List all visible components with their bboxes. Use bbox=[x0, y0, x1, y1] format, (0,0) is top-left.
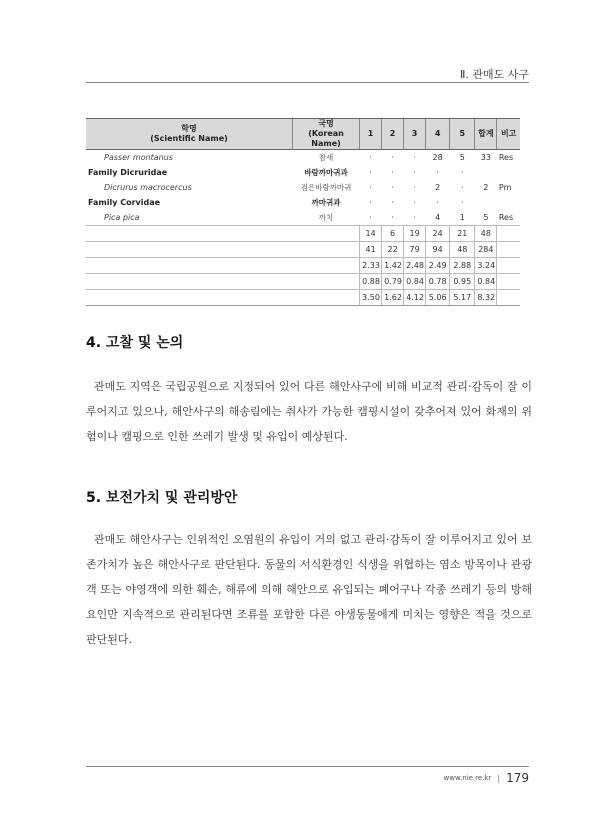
summary-row bbox=[86, 290, 520, 306]
cell-2: · bbox=[391, 197, 394, 207]
cell-3: · bbox=[413, 197, 416, 207]
cell-empty bbox=[497, 226, 520, 242]
cell-3: · bbox=[413, 182, 416, 192]
table-row bbox=[86, 180, 520, 195]
cell-5: 5.17 bbox=[450, 290, 475, 306]
summary-label bbox=[86, 274, 360, 290]
cell-2: · bbox=[391, 152, 394, 162]
summary-row bbox=[86, 226, 520, 242]
cell-4: 2 bbox=[435, 182, 441, 192]
header-divider bbox=[86, 82, 529, 83]
korean-family-name: 까마귀과 bbox=[311, 197, 341, 207]
summary-row bbox=[86, 242, 520, 258]
cell-5: 0.95 bbox=[450, 274, 475, 290]
header-korean-name bbox=[293, 119, 360, 150]
cell-5: · bbox=[461, 197, 464, 207]
section-4-paragraph: 관매도 지역은 국립공원으로 지정되어 있어 다른 해안사구에 비해 비교적 관리·감독이 잘 이루어지고 있으나, 해안사구의 해송림에는 취사가 가능한 캠핑시설이 갖추어져 있어 화재의 위험이나 캠핑으로 인한 쓰레기 발생 및 유입이 예상된다. bbox=[86, 380, 532, 443]
cell-total: 5 bbox=[483, 212, 489, 222]
cell-1: · bbox=[369, 212, 372, 222]
cell-empty bbox=[497, 242, 520, 258]
footer-divider bbox=[86, 766, 529, 767]
cell-total: 3.24 bbox=[475, 258, 497, 274]
cell-total bbox=[475, 195, 497, 210]
summary-label bbox=[86, 226, 360, 242]
cell-3: 19 bbox=[404, 226, 426, 242]
summary-row bbox=[86, 258, 520, 274]
cell-status bbox=[497, 195, 520, 210]
cell-1: 3.50 bbox=[360, 290, 382, 306]
cell-2: · bbox=[391, 212, 394, 222]
cell-2: 22 bbox=[382, 242, 404, 258]
cell-4: 24 bbox=[426, 226, 450, 242]
summary-label bbox=[86, 242, 360, 258]
cell-1: 41 bbox=[360, 242, 382, 258]
cell-4: · bbox=[436, 197, 439, 207]
header-col-5: 5 bbox=[450, 119, 475, 150]
korean-name: 검은바람까마귀 bbox=[300, 182, 352, 192]
cell-2: · bbox=[391, 182, 394, 192]
section-5-title: 5. 보전가치 및 관리방안 bbox=[86, 490, 238, 506]
cell-4: · bbox=[436, 167, 439, 177]
korean-family-name: 바람까마귀과 bbox=[304, 167, 348, 177]
cell-2: 6 bbox=[382, 226, 404, 242]
cell-4: 5.06 bbox=[426, 290, 450, 306]
running-header: Ⅱ. 관매도 사구 bbox=[459, 68, 529, 81]
cell-5: · bbox=[461, 182, 464, 192]
table-row bbox=[86, 210, 520, 226]
cell-5: 2.88 bbox=[450, 258, 475, 274]
header-col-2: 2 bbox=[382, 119, 404, 150]
cell-5: 21 bbox=[450, 226, 475, 242]
korean-name: 까치 bbox=[318, 212, 334, 222]
cell-total bbox=[475, 165, 497, 180]
section-4-title: 4. 고찰 및 논의 bbox=[86, 335, 184, 351]
header-sci-line1: 학명 bbox=[181, 124, 197, 133]
header-kr-line1: 국명 bbox=[318, 119, 334, 128]
cell-total: 284 bbox=[475, 242, 497, 258]
cell-3: 79 bbox=[404, 242, 426, 258]
header-col-4: 4 bbox=[426, 119, 450, 150]
header-note: 비고 bbox=[497, 119, 520, 150]
cell-5: · bbox=[461, 167, 464, 177]
cell-1: · bbox=[369, 152, 372, 162]
header-scientific-name bbox=[86, 119, 293, 150]
cell-3: 0.84 bbox=[404, 274, 426, 290]
header-sci-line2: (Scientific Name) bbox=[150, 134, 228, 143]
table-row bbox=[86, 195, 520, 210]
page-footer bbox=[444, 771, 529, 785]
cell-2: 1.62 bbox=[382, 290, 404, 306]
cell-status: Res bbox=[498, 212, 514, 222]
summary-label bbox=[86, 290, 360, 306]
cell-total: 0.84 bbox=[475, 274, 497, 290]
family-name: Family Corvidae bbox=[88, 197, 161, 207]
cell-5: 5 bbox=[459, 152, 465, 162]
header-col-1: 1 bbox=[360, 119, 382, 150]
scientific-name: Passer montanus bbox=[104, 152, 173, 162]
cell-4: 4 bbox=[435, 212, 441, 222]
cell-3: · bbox=[413, 167, 416, 177]
cell-1: · bbox=[369, 167, 372, 177]
family-name: Family Dicruridae bbox=[88, 167, 168, 177]
cell-3: · bbox=[413, 212, 416, 222]
header-total: 합계 bbox=[475, 119, 497, 150]
cell-3: 4.12 bbox=[404, 290, 426, 306]
cell-empty bbox=[497, 258, 520, 274]
cell-4: 28 bbox=[432, 152, 443, 162]
cell-4: 2.49 bbox=[426, 258, 450, 274]
cell-empty bbox=[497, 274, 520, 290]
header-col-3: 3 bbox=[404, 119, 426, 150]
cell-1: 2.33 bbox=[360, 258, 382, 274]
summary-rows bbox=[86, 226, 520, 306]
table-row bbox=[86, 150, 520, 166]
cell-3: 2.48 bbox=[404, 258, 426, 274]
cell-status: Res bbox=[498, 152, 514, 162]
cell-total: 48 bbox=[475, 226, 497, 242]
cell-2: 0.79 bbox=[382, 274, 404, 290]
korean-name: 참새 bbox=[318, 152, 334, 162]
cell-1: 14 bbox=[360, 226, 382, 242]
cell-4: 0.78 bbox=[426, 274, 450, 290]
cell-4: 94 bbox=[426, 242, 450, 258]
cell-2: · bbox=[391, 167, 394, 177]
species-rows bbox=[86, 150, 520, 226]
scientific-name: Dicrurus macrocercus bbox=[104, 182, 192, 192]
scientific-name: Pica pica bbox=[104, 212, 140, 222]
header-kr-line2: (Korean Name) bbox=[308, 129, 344, 148]
footer-separator: | bbox=[497, 773, 501, 783]
cell-status bbox=[497, 165, 520, 180]
cell-3: · bbox=[413, 152, 416, 162]
table-row bbox=[86, 165, 520, 180]
cell-5: 1 bbox=[459, 212, 465, 222]
footer-url: www.nie.re.kr bbox=[443, 774, 492, 782]
cell-status: Pm bbox=[498, 182, 512, 192]
summary-label bbox=[86, 258, 360, 274]
cell-total: 2 bbox=[483, 182, 489, 192]
cell-empty bbox=[497, 290, 520, 306]
cell-1: 0.88 bbox=[360, 274, 382, 290]
table-header-row bbox=[86, 119, 520, 150]
cell-1: · bbox=[369, 197, 372, 207]
cell-total: 8.32 bbox=[475, 290, 497, 306]
cell-1: · bbox=[369, 182, 372, 192]
summary-row bbox=[86, 274, 520, 290]
species-table bbox=[86, 118, 520, 306]
cell-5: 48 bbox=[450, 242, 475, 258]
cell-2: 1.42 bbox=[382, 258, 404, 274]
section-5-paragraph: 관매도 해안사구는 인위적인 오염원의 유입이 거의 없고 관리·감독이 잘 이루어지고 있어 보존가치가 높은 해안사구로 판단된다. 동물의 서식환경인 식생을 위협하는 염소 방목이나 관광객 또는 야영객에 의한 훼손, 해류에 의해 해안으로 유입되는 폐어구나 각종 쓰레기 등의 방해요인만 지속적으로 관리된다면 조류를 포함한 다른 야생동물에게 미치는 영향은 적을 것으로 판단된다. bbox=[86, 533, 532, 646]
cell-total: 33 bbox=[480, 152, 491, 162]
page-number: 179 bbox=[506, 771, 529, 785]
